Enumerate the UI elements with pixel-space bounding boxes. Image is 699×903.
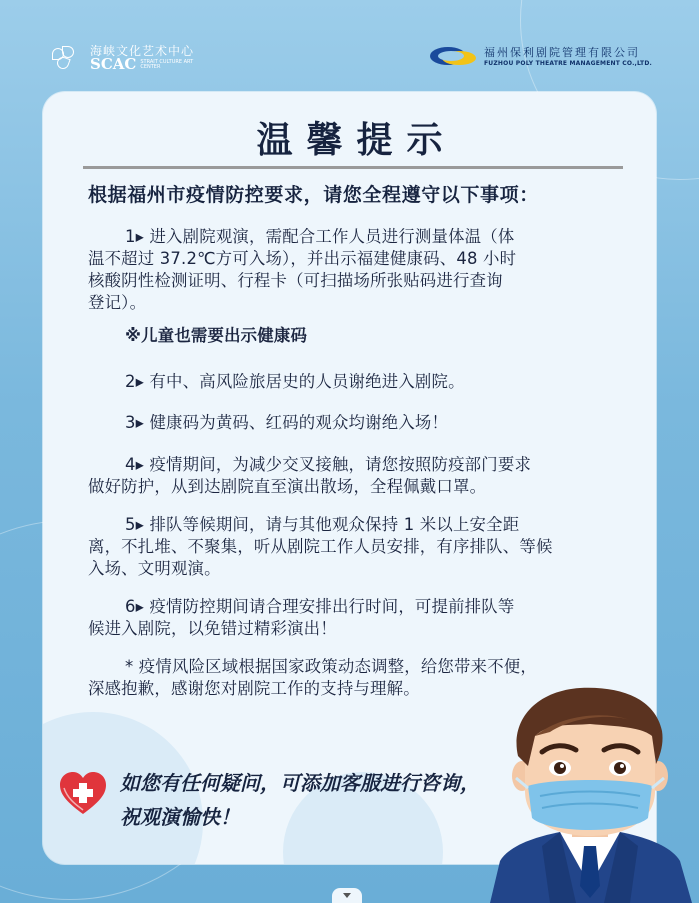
title-divider (83, 166, 623, 169)
notice-item-1: 1▸ 进入剧院观演，需配合工作人员进行测量体温（体 温不超过 37.2℃方可入场），并出示福建健康码、48 小时 核酸阴性检测证明、行程卡（可扫描场所张贴码进行查询 登记）。 (88, 227, 517, 312)
scroll-tab[interactable] (332, 888, 362, 903)
scac-logo-en: SCAC (90, 55, 137, 74)
notice-item-6: 6▸ 疫情防控期间请合理安排出行时间，可提前排队等 候进入剧院，以免错过精彩演出！ (88, 597, 515, 638)
scac-logo-cn: 海峡文化艺术中心 (90, 43, 195, 58)
scac-logo (48, 42, 200, 76)
poly-logo-cn: 福州保利剧院管理有限公司 (484, 46, 640, 59)
notice-item-3: 3▸ 健康码为黄码、红码的观众均谢绝入场！ (125, 413, 449, 432)
notice-item-5: 5▸ 排队等候期间，请与其他观众保持 1 米以上安全距 离，不扎堆、不聚集，听从剧院工作人员安排，有序排队、等候 入场、文明观演。 (88, 515, 553, 578)
notice-item-2: 2▸ 有中、高风险旅居史的人员谢绝进入剧院。 (125, 372, 465, 391)
chevron-down-icon (343, 893, 351, 898)
poly-logo (430, 44, 652, 67)
cta-text (120, 766, 540, 834)
poly-logo-icon (430, 45, 476, 67)
scac-flower-icon (48, 44, 82, 74)
cta-line-2: 祝观演愉快！ (120, 805, 240, 829)
masked-man-illustration (480, 686, 699, 903)
notice-footnote: * 疫情风险区域根据国家政策动态调整，给您带来不便， 深感抱歉，感谢您对剧院工作的支持与理解。 (88, 657, 537, 698)
poly-logo-en: FUZHOU POLY THEATRE MANAGEMENT CO.,LTD. (484, 60, 653, 67)
notice-item-4: 4▸ 疫情期间，为减少交叉接触，请您按照防疫部门要求 做好防护，从到达剧院直至演出散场，全程佩戴口罩。 (88, 455, 532, 496)
notice-item-children: ※儿童也需要出示健康码 (125, 326, 308, 345)
scac-logo-sub: STRAIT CULTURE ART CENTER (140, 58, 194, 71)
notice-title: 温馨提示 (256, 120, 457, 161)
notice-intro: 根据福州市疫情防控要求，请您全程遵守以下事项： (88, 184, 539, 206)
heart-cross-icon (58, 770, 108, 816)
cta-line-1: 如您有任何疑问，可添加客服进行咨询， (120, 771, 480, 795)
